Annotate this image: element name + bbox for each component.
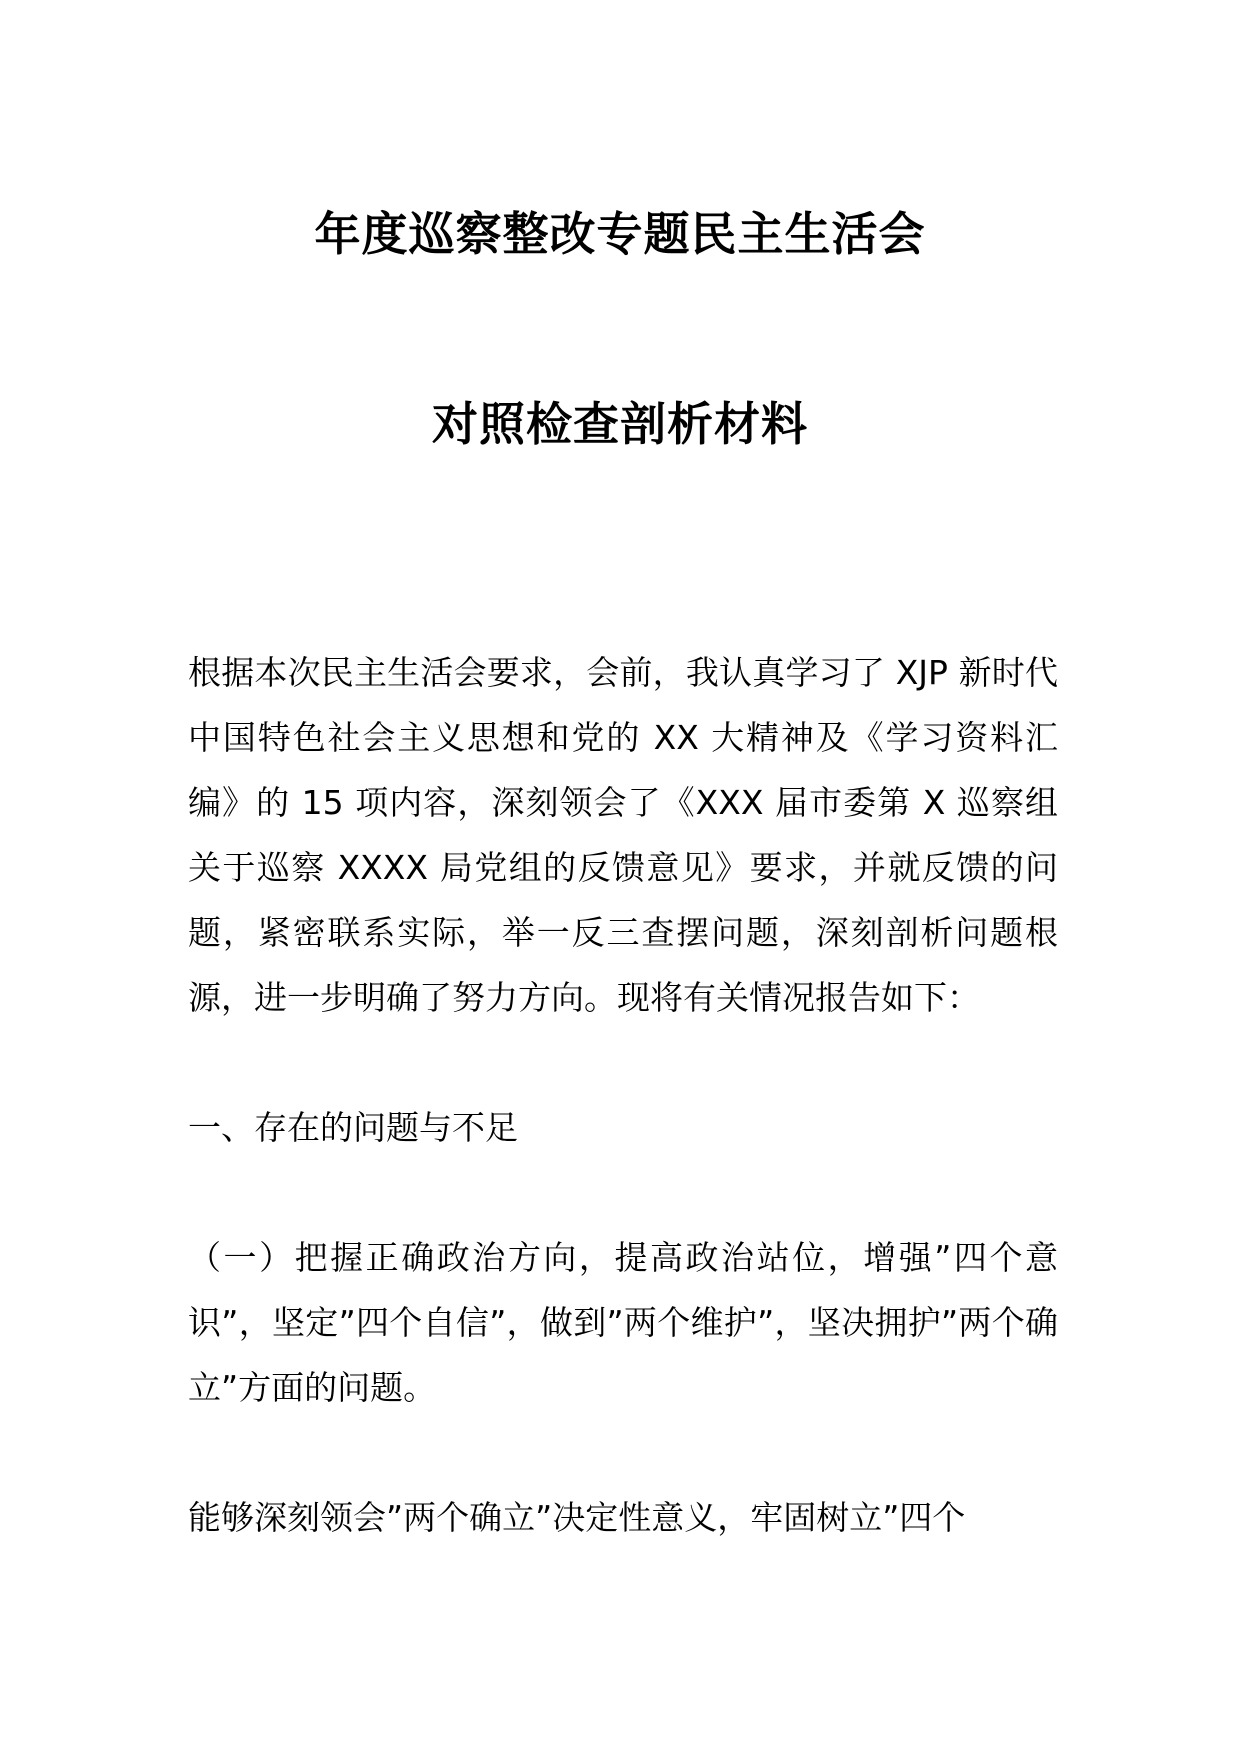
paragraph-spacer [188, 1030, 1058, 1095]
document-body [188, 640, 1058, 1550]
paragraph-spacer [188, 1160, 1058, 1225]
body-paragraph: 能够深刻领会”两个确立”决定性意义，牢固树立”四个 [188, 1498, 966, 1537]
document-title-line-1: 年度巡察整改专题民主生活会 [314, 207, 926, 261]
intro-paragraph: 根据本次民主生活会要求，会前，我认真学习了 XJP 新时代中国特色社会主义思想和党的 XX 大精神及《学习资料汇编》的 15 项内容，深刻领会了《XXX 届市委第 X 巡察组关于巡察 XXXX 局党组的反馈意见》要求，并就反馈的问题，紧密联系实际，举一反三查摆问题，深刻剖析问题根源，进一步明确了努力方向。现将有关情况报告如下： [188, 653, 1058, 1017]
subsection-heading: （一）把握正确政治方向，提高政治站位，增强”四个意识”，坚定”四个自信”，做到”两个维护”，坚决拥护”两个确立”方面的问题。 [188, 1238, 1058, 1407]
section-heading: 一、存在的问题与不足 [188, 1108, 518, 1147]
paragraph-spacer [188, 1420, 1058, 1485]
document-title-line-2: 对照检查剖析材料 [432, 397, 808, 451]
